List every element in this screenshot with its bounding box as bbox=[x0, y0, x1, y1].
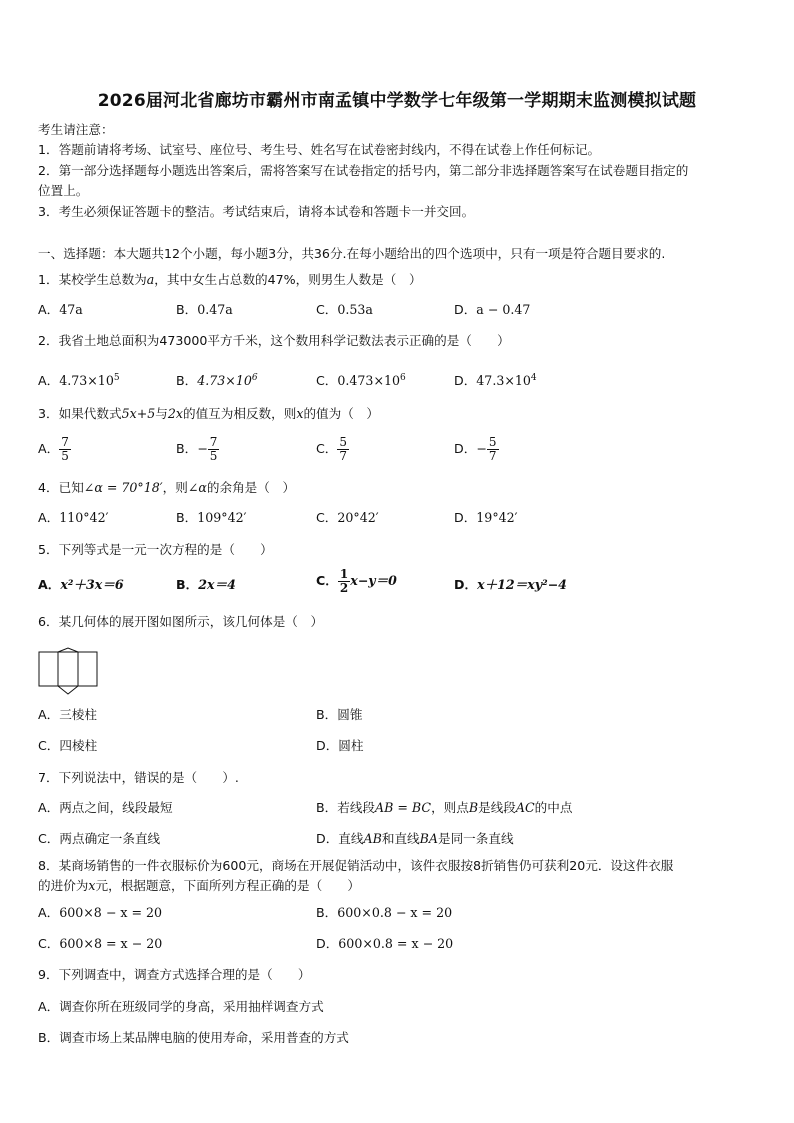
question-4-option-d[interactable]: D．19°42′ bbox=[454, 510, 518, 525]
question-4-option-a[interactable]: A．110°42′ bbox=[38, 510, 109, 525]
question-7-option-d[interactable]: D．直线AB和直线BA是同一条直线 bbox=[316, 831, 514, 846]
question-1-stem: 1．某校学生总数为a，其中女生占总数的47%，则男生人数是（ ） bbox=[38, 272, 422, 287]
section-heading: 一、选择题：本大题共12个小题，每小题3分，共36分.在每小题给出的四个选项中，只有一项是符合题目要求的. bbox=[38, 246, 666, 261]
question-6-option-b[interactable]: B．圆锥 bbox=[316, 707, 363, 722]
question-5-option-a[interactable]: A．x²＋3x＝6 bbox=[38, 577, 124, 592]
question-3-option-a[interactable]: A． $\frac{7}{5}$ bbox=[38, 435, 69, 463]
question-7-option-a[interactable]: A．两点之间，线段最短 bbox=[38, 800, 173, 815]
question-9-option-b[interactable]: B．调查市场上某品牌电脑的使用寿命，采用普查的方式 bbox=[38, 1030, 349, 1045]
question-8-option-a[interactable]: A．600×8 − x = 20 bbox=[38, 905, 163, 920]
question-5-option-b[interactable]: B．2x＝4 bbox=[176, 577, 236, 592]
question-8-option-c[interactable]: C．600×8 = x − 20 bbox=[38, 936, 163, 951]
question-8-stem-line-2: 的进价为x元，根据题意，下面所列方程正确的是（ ） bbox=[38, 878, 360, 893]
question-8-option-b[interactable]: B．600×0.8 − x = 20 bbox=[316, 905, 453, 920]
question-4-option-b[interactable]: B．109°42′ bbox=[176, 510, 247, 525]
question-9-option-a[interactable]: A．调查你所在班级同学的身高，采用抽样调查方式 bbox=[38, 999, 324, 1014]
question-4-stem: 4．已知∠α = 70°18′，则∠α的余角是（ ） bbox=[38, 480, 296, 495]
question-2-option-c[interactable]: C．$0.473\times 10^6$ bbox=[316, 373, 406, 389]
question-7-option-c[interactable]: C．两点确定一条直线 bbox=[38, 831, 161, 846]
notice-heading: 考生请注意： bbox=[38, 122, 114, 137]
question-2-option-d[interactable]: D．$47.3\times 10^4$ bbox=[454, 373, 537, 389]
question-9-stem: 9．下列调查中，调查方式选择合理的是（ ） bbox=[38, 967, 311, 982]
question-1-option-d[interactable]: D．a − 0.47 bbox=[454, 302, 531, 317]
notice-item-2-cont: 位置上。 bbox=[38, 183, 89, 198]
question-3-option-d[interactable]: D．− $\frac{5}{7}$ bbox=[454, 435, 497, 463]
notice-item-2: 2．第一部分选择题每小题选出答案后，需将答案写在试卷指定的括号内，第二部分非选择题答案写在试卷题目指定的 bbox=[38, 163, 689, 178]
notice-item-3: 3．考生必须保证答题卡的整洁。考试结束后，请将本试卷和答题卡一并交回。 bbox=[38, 204, 475, 219]
question-1-option-c[interactable]: C．0.53a bbox=[316, 302, 373, 317]
question-8-option-d[interactable]: D．600×0.8 = x − 20 bbox=[316, 936, 454, 951]
page-title: 2026届河北省廊坊市霸州市南孟镇中学数学七年级第一学期期末监测模拟试题 bbox=[97, 91, 697, 111]
question-6-option-d[interactable]: D．圆柱 bbox=[316, 738, 364, 753]
question-3-stem: 3．如果代数式5x+5与2x的值互为相反数，则x的值为（ ） bbox=[38, 406, 379, 421]
question-2-option-a[interactable]: A．$4.73\times 10^5$ bbox=[38, 373, 120, 389]
question-5-stem: 5．下列等式是一元一次方程的是（ ） bbox=[38, 542, 273, 557]
question-6-stem: 6．某几何体的展开图如图所示，该几何体是（ ） bbox=[38, 614, 324, 629]
question-5-option-c[interactable]: C． $\frac{1}{2}$ x−y＝0 bbox=[316, 567, 397, 595]
question-6-option-a[interactable]: A．三棱柱 bbox=[38, 707, 97, 722]
question-4-option-c[interactable]: C．20°42′ bbox=[316, 510, 379, 525]
notice-item-1: 1．答题前请将考场、试室号、座位号、考生号、姓名写在试卷密封线内，不得在试卷上作任何标记。 bbox=[38, 142, 601, 157]
question-7-stem: 7．下列说法中，错误的是（ ）. bbox=[38, 770, 239, 785]
question-2-stem: 2．我省土地总面积为473000平方千米，这个数用科学记数法表示正确的是（ ） bbox=[38, 333, 510, 348]
question-3-option-b[interactable]: B．− $\frac{7}{5}$ bbox=[176, 435, 218, 463]
prism-net-figure bbox=[38, 647, 100, 695]
question-2-option-b[interactable]: B．$4.73\times 10^6$ bbox=[176, 373, 258, 389]
question-1-option-a[interactable]: A．47a bbox=[38, 302, 83, 317]
question-7-option-b[interactable]: B．若线段AB = BC，则点B是线段AC的中点 bbox=[316, 800, 573, 815]
question-6-option-c[interactable]: C．四棱柱 bbox=[38, 738, 98, 753]
question-1-option-b[interactable]: B．0.47a bbox=[176, 302, 233, 317]
question-8-stem-line-1: 8．某商场销售的一件衣服标价为600元，商场在开展促销活动中，该件衣服按8折销售仍可获利20元．设这件衣服 bbox=[38, 858, 674, 873]
question-3-option-c[interactable]: C． $\frac{5}{7}$ bbox=[316, 435, 348, 463]
question-5-option-d[interactable]: D．x＋12＝xy²−4 bbox=[454, 577, 567, 592]
